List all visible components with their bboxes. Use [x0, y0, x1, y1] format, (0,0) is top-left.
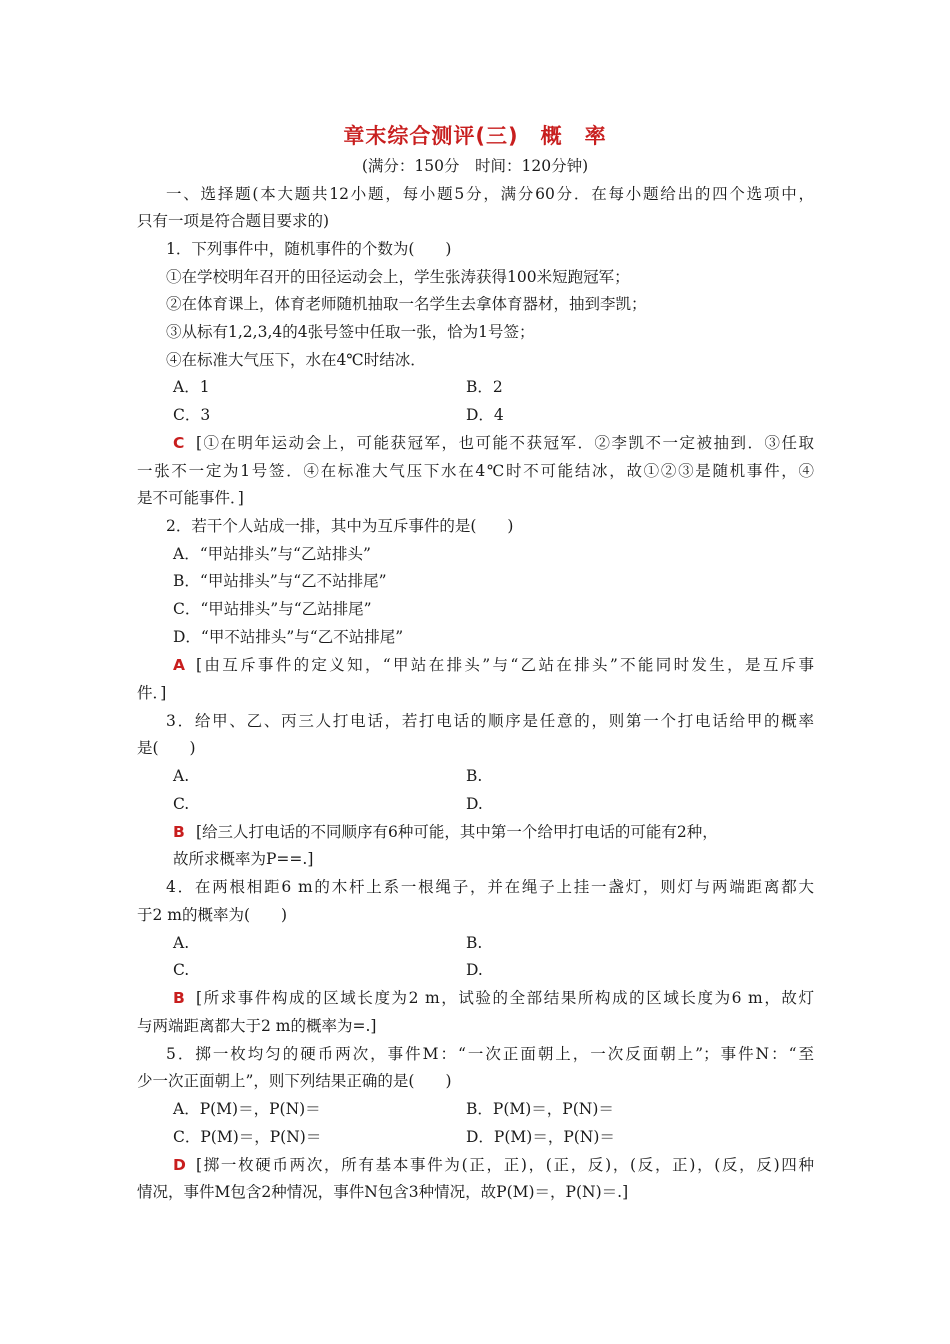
q5-explain-line-1: [掷一枚硬币两次，所有基本事件为(正，正)，(正，反)，(反，正)，(反，反)四种: [196, 1156, 814, 1174]
q4-explain-line-1: [所求事件构成的区域长度为2 m，试验的全部结果所构成的区域长度为6 m，故灯: [196, 989, 814, 1007]
q2-stem: 2．若干个人站成一排，其中为互斥事件的是( ): [166, 517, 514, 535]
q1-item-4: ④在标准大气压下，水在4℃时结冰．: [166, 351, 426, 369]
section-intro-line-1: 一、选择题(本大题共12小题，每小题5分，满分60分．在每小题给出的四个选项中，: [166, 185, 814, 203]
q4-stem-line-2: 于2 m的概率为( ): [137, 906, 288, 924]
q3-option-d: D.: [466, 795, 483, 813]
q3-option-a: A.: [173, 767, 190, 785]
q5-option-c: C．P(M)＝，P(N)＝: [173, 1128, 322, 1146]
q3-stem-line-1: 3．给甲、乙、丙三人打电话，若打电话的顺序是任意的，则第一个打电话给甲的概率: [166, 712, 814, 730]
q5-answer: D: [173, 1156, 186, 1174]
q3-explain-line-1: [给三人打电话的不同顺序有6种可能，其中第一个给甲打电话的可能有2种，: [196, 823, 718, 841]
q1-explain-line-1: [①在明年运动会上，可能获冠军，也可能不获冠军．②李凯不一定被抽到．③任取: [196, 434, 814, 452]
q1-option-a: A．1: [173, 378, 210, 396]
q1-option-d: D．4: [466, 406, 504, 424]
q4-option-c: C.: [173, 961, 190, 979]
q1-item-1: ①在学校明年召开的田径运动会上，学生张涛获得100米短跑冠军；: [166, 268, 630, 286]
q3-explain-line-2: 故所求概率为P==.]: [173, 850, 314, 868]
q3-answer: B: [173, 823, 185, 841]
q1-explain-line-2: 一张不一定为1号签．④在标准大气压下水在4℃时不可能结冰，故①②③是随机事件，④: [137, 462, 814, 480]
q1-option-b: B．2: [466, 378, 503, 396]
q2-option-c: C．“甲站排头”与“乙站排尾”: [173, 600, 372, 618]
q2-option-b: B．“甲站排头”与“乙不站排尾”: [173, 572, 387, 590]
q3-stem-line-2: 是( ): [137, 739, 196, 757]
q4-option-d: D.: [466, 961, 483, 979]
q5-stem-line-2: 少一次正面朝上”，则下列结果正确的是( ): [137, 1072, 452, 1090]
q2-explain-line-2: 件．]: [137, 684, 167, 702]
q5-option-a: A．P(M)＝，P(N)＝: [173, 1100, 321, 1118]
q1-option-c: C．3: [173, 406, 211, 424]
page-title: 章末综合测评(三) 概 率: [343, 124, 607, 148]
q4-option-a: A.: [173, 934, 190, 952]
q1-explain-line-3: 是不可能事件．]: [137, 489, 244, 507]
q4-option-b: B.: [466, 934, 483, 952]
page-subtitle: (满分：150分 时间：120分钟): [361, 157, 589, 175]
q3-option-c: C.: [173, 795, 190, 813]
q2-option-d: D．“甲不站排头”与“乙不站排尾”: [173, 628, 404, 646]
q1-item-3: ③从标有1,2,3,4的4张号签中任取一张，恰为1号签；: [166, 323, 535, 341]
q2-option-a: A．“甲站排头”与“乙站排头”: [173, 545, 371, 563]
q1-item-2: ②在体育课上，体育老师随机抽取一名学生去拿体育器材，抽到李凯；: [166, 295, 647, 313]
q5-explain-line-2: 情况，事件M包含2种情况，事件N包含3种情况，故P(M)＝，P(N)＝.]: [137, 1183, 629, 1201]
q5-option-d: D．P(M)＝，P(N)＝: [466, 1128, 615, 1146]
q1-stem: 1．下列事件中，随机事件的个数为( ): [166, 240, 452, 258]
q5-option-b: B．P(M)＝，P(N)＝: [466, 1100, 614, 1118]
q4-answer: B: [173, 989, 185, 1007]
q4-explain-line-2: 与两端距离都大于2 m的概率为=.]: [137, 1017, 377, 1035]
section-intro-line-2: 只有一项是符合题目要求的): [137, 212, 330, 230]
q2-answer: A: [173, 656, 185, 674]
q3-option-b: B.: [466, 767, 483, 785]
q5-stem-line-1: 5．掷一枚均匀的硬币两次，事件M：“一次正面朝上，一次反面朝上”；事件N：“至: [166, 1045, 814, 1063]
q4-stem-line-1: 4．在两根相距6 m的木杆上系一根绳子，并在绳子上挂一盏灯，则灯与两端距离都大: [166, 878, 814, 896]
q1-answer: C: [173, 434, 185, 452]
q2-explain-line-1: [由互斥事件的定义知，“甲站在排头”与“乙站在排头”不能同时发生，是互斥事: [196, 656, 814, 674]
